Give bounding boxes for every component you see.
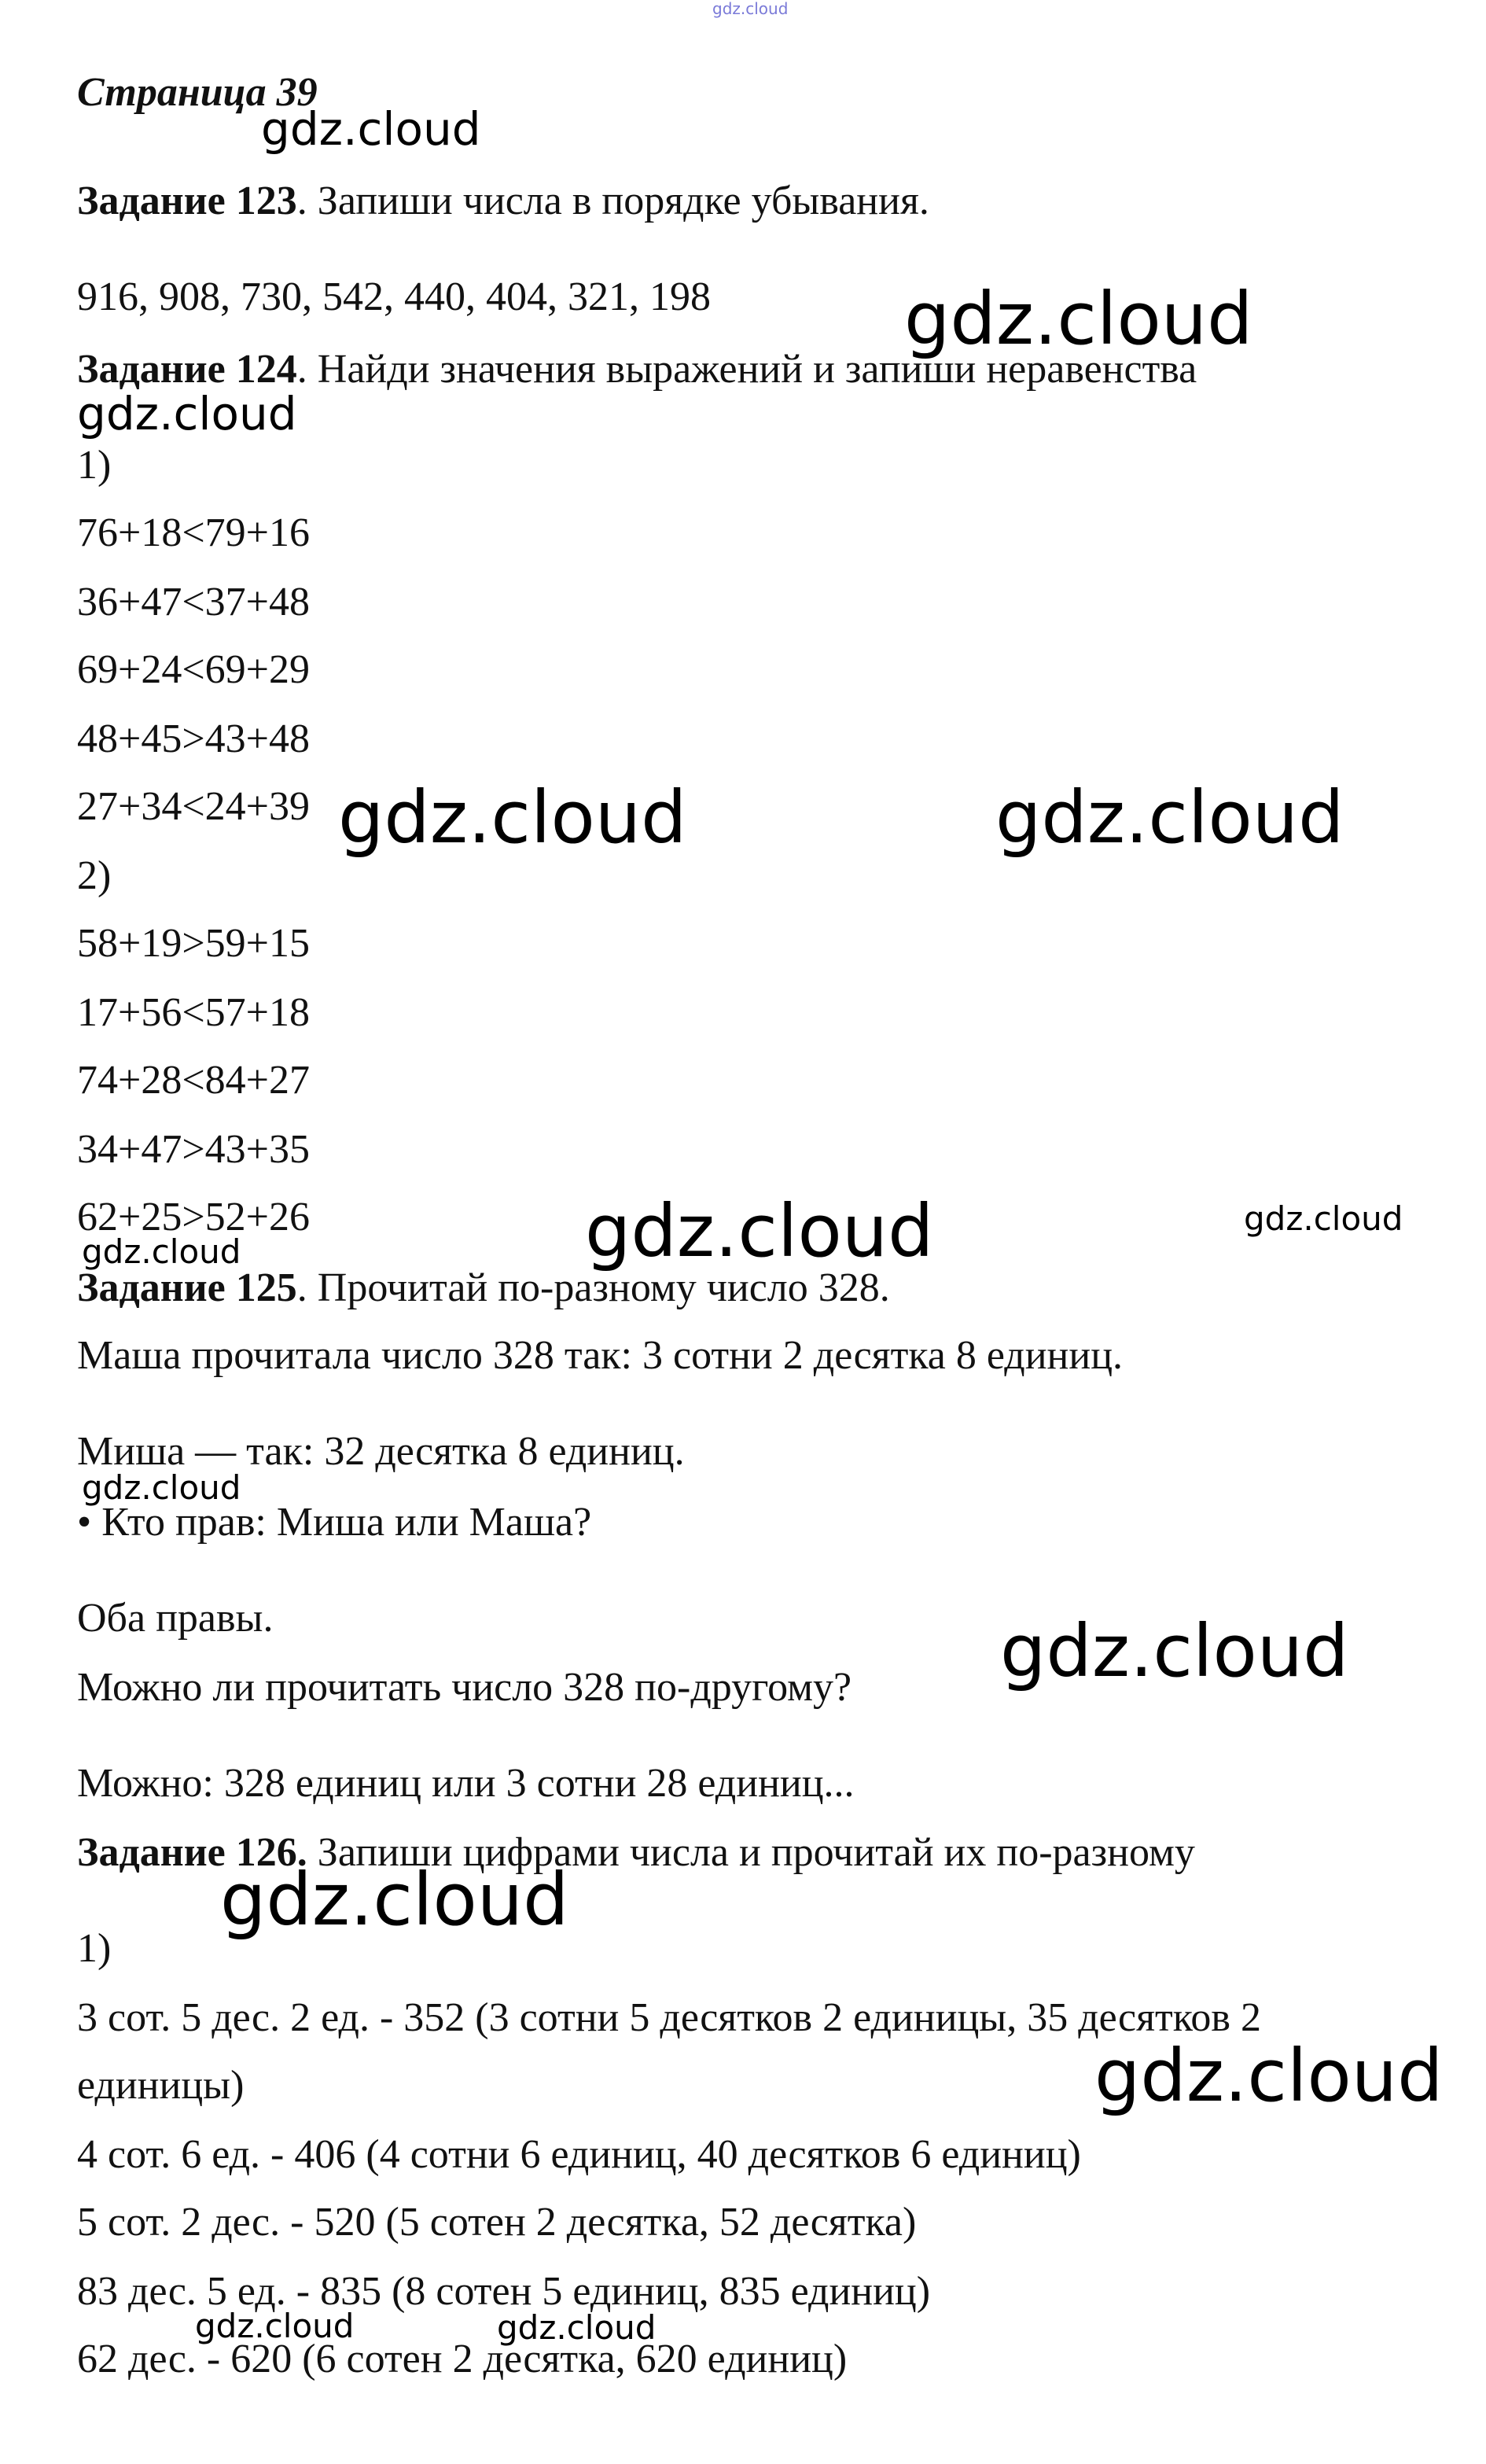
watermark: gdz.cloud <box>77 387 297 440</box>
watermark: gdz.cloud <box>220 1858 569 1942</box>
task-126-line: 4 сот. 6 ед. - 406 (4 сотни 6 единиц, 40 десятков 6 единиц) <box>77 2132 1081 2177</box>
task-124-text: . Найди значения выражений и запиши неравенства <box>296 347 1197 392</box>
task-126-label: Задание 126. <box>77 1830 307 1875</box>
watermark: gdz.cloud <box>1094 2034 1444 2118</box>
task-124-line: 36+47<37+48 <box>77 580 310 624</box>
watermark: gdz.cloud <box>904 277 1253 361</box>
task-126-line: единицы) <box>77 2063 245 2108</box>
watermark: gdz.cloud <box>261 102 481 156</box>
task-125-line: Можно ли прочитать число 328 по-другому? <box>77 1665 852 1710</box>
task-125-line: Миша — так: 32 десятка 8 единиц. <box>77 1429 685 1474</box>
task-125-line: Оба правы. <box>77 1596 274 1641</box>
task-125-line: Маша прочитала число 328 так: 3 сотни 2 десятка 8 единиц. <box>77 1333 1124 1378</box>
page-title: Страница 39 <box>77 70 318 115</box>
task-123-answer: 916, 908, 730, 542, 440, 404, 321, 198 <box>77 274 711 319</box>
task-124-label: Задание 124 <box>77 347 297 392</box>
task-124-line: 34+47>43+35 <box>77 1127 310 1172</box>
watermark: gdz.cloud <box>585 1189 934 1273</box>
task-125-label: Задание 125 <box>77 1265 297 1310</box>
watermark: gdz.cloud <box>1244 1199 1403 1238</box>
task-125-text: . Прочитай по-разному число 328. <box>296 1265 890 1310</box>
task-124-line: 2) <box>77 853 112 898</box>
watermark: gdz.cloud <box>497 2308 657 2347</box>
watermark: gdz.cloud <box>82 1468 241 1507</box>
watermark: gdz.cloud <box>995 775 1344 860</box>
task-124-line: 17+56<57+18 <box>77 990 310 1035</box>
task-124-line: 69+24<69+29 <box>77 647 310 692</box>
task-125-line: Можно: 328 единиц или 3 сотни 28 единиц... <box>77 1761 855 1806</box>
task-126-line: 62 дес. - 620 (6 сотен 2 десятка, 620 единиц) <box>77 2337 848 2381</box>
task-125-line: • Кто прав: Миша или Маша? <box>77 1500 592 1545</box>
task-126-text: Запиши цифрами числа и прочитай их по-разному <box>307 1830 1195 1875</box>
task-124-line: 76+18<79+16 <box>77 510 310 555</box>
watermark: gdz.cloud <box>338 775 687 860</box>
task-123-label: Задание 123 <box>77 179 297 223</box>
task-126-line: 83 дес. 5 ед. - 835 (8 сотен 5 единиц, 835 единиц) <box>77 2269 931 2314</box>
task-124-line: 1) <box>77 443 112 488</box>
task-124-line: 27+34<24+39 <box>77 784 310 829</box>
task-126-line: 5 сот. 2 дес. - 520 (5 сотен 2 десятка, 52 десятка) <box>77 2200 917 2245</box>
watermark: gdz.cloud <box>1000 1609 1349 1693</box>
task-126-line: 3 сот. 5 дес. 2 ед. - 352 (3 сотни 5 десятков 2 единицы, 35 десятков 2 <box>77 1995 1261 2040</box>
task-123-text: . Запиши числа в порядке убывания. <box>296 179 929 223</box>
watermark: gdz.cloud <box>195 2307 355 2345</box>
watermark: gdz.cloud <box>712 0 789 18</box>
watermark: gdz.cloud <box>82 1232 241 1271</box>
task-124-line: 48+45>43+48 <box>77 716 310 761</box>
task-123-title <box>77 178 929 225</box>
task-126-line: 1) <box>77 1926 112 1971</box>
task-124-line: 62+25>52+26 <box>77 1195 310 1239</box>
task-124-line: 74+28<84+27 <box>77 1058 310 1103</box>
task-124-line: 58+19>59+15 <box>77 921 310 966</box>
